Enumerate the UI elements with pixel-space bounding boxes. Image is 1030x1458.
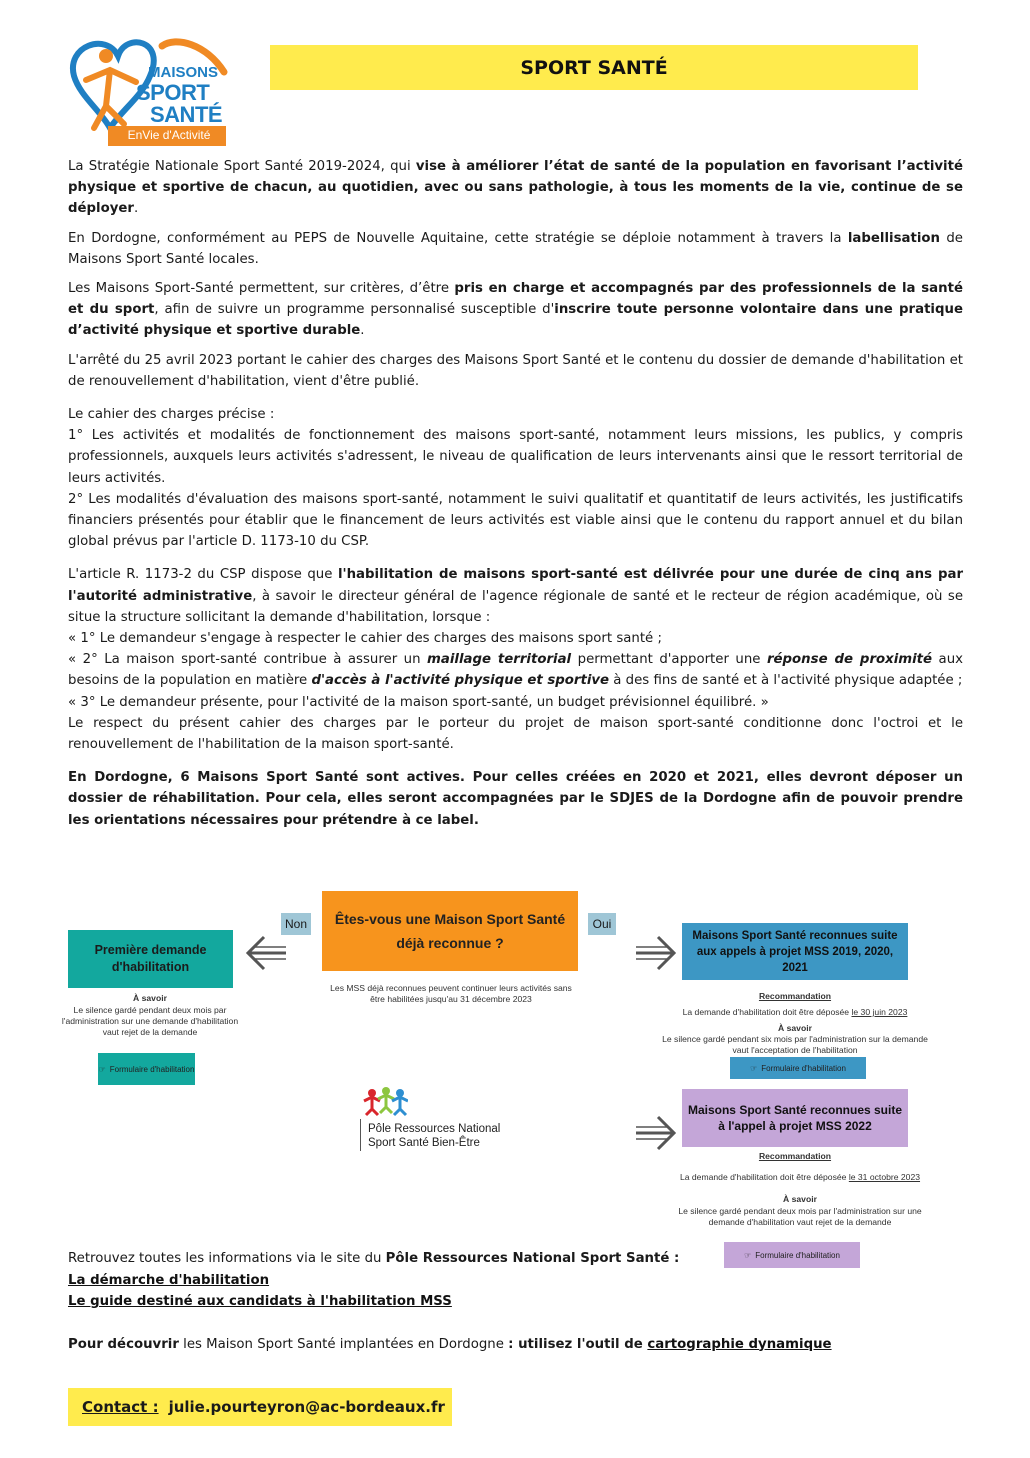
right1-reco-title: Recommandation bbox=[758, 991, 832, 1001]
paragraph-arrete: L'arrêté du 25 avril 2023 portant le cahier des charges des Maisons Sport Santé et le contenu du dossier de demande d'habilitation et de renouvellement d'habilitation, vient d'être publié. bbox=[68, 352, 963, 389]
contact-banner bbox=[68, 1388, 452, 1426]
left-note: Le silence gardé pendant deux mois par l'administration sur une demande d'habilitation vaut rejet de la demande bbox=[61, 1005, 239, 1037]
emphasis: pris en charge et accompagnés par des professionnels de la santé et du sport bbox=[68, 281, 963, 318]
right1-form-button[interactable] bbox=[730, 1057, 866, 1079]
page-title-banner bbox=[270, 45, 918, 90]
text-run: Le cahier des charges précise : bbox=[68, 407, 275, 423]
text-run: les Maison Sport Santé implantées en Dordogne bbox=[178, 1336, 509, 1352]
right2-reco bbox=[650, 1172, 950, 1183]
emphasis: Pour découvrir bbox=[68, 1336, 179, 1352]
right2-reco-title: Recommandation bbox=[758, 1151, 832, 1161]
resources-section bbox=[68, 1248, 968, 1355]
paragraph-maisons bbox=[68, 278, 963, 342]
right2-note-title: À savoir bbox=[783, 1194, 817, 1204]
quote-line-2 bbox=[68, 649, 963, 691]
text-run: , afin de suivre un programme personnalisé susceptible d' bbox=[154, 302, 555, 318]
first-request-box: Première demande d'habilitation bbox=[68, 930, 233, 988]
paragraph-dordogne-active bbox=[68, 767, 963, 831]
paragraph-dordogne bbox=[68, 228, 963, 270]
emphasis: réponse de proximité bbox=[766, 652, 933, 668]
retrouvez-line bbox=[68, 1248, 968, 1270]
habilitation-flowchart bbox=[0, 885, 1030, 1245]
emphasis: inscrire toute personne volontaire dans une pratique d’activité physique et sportive durable bbox=[68, 302, 963, 339]
emphasis: vise à améliorer l’état de santé de la population en favorisant l’activité physique et sportive de chacun, au quotidien, avec ou sans pathologie, à tous les moments de la vie, continue de se déployer bbox=[68, 159, 963, 217]
question-box: Êtes-vous une Maison Sport Santé déjà reconnue ? bbox=[322, 891, 578, 971]
deadline-date: le 30 juin 2023 bbox=[851, 1007, 908, 1017]
button-label: Formulaire d'habilitation bbox=[755, 1250, 840, 1260]
emphasis: En Dordogne, 6 Maisons Sport Santé sont actives. Pour celles créées en 2020 et 2021, elles devront déposer un dossier de réhabilitation. Pour cela, elles seront accompagnées par le SDJES de la Dordogne afin de pouvoir prendre les orientations nécessaires pour prétendre à ce label. bbox=[68, 770, 963, 828]
recognized-2022-box: Maisons Sport Santé reconnues suite à l'appel à projet MSS 2022 bbox=[682, 1089, 908, 1147]
yes-tag: Oui bbox=[588, 913, 616, 935]
text-run: Les Maisons Sport-Santé permettent, sur critères, d’être bbox=[68, 281, 455, 297]
paragraph-cahier bbox=[68, 404, 963, 552]
right2-note: Le silence gardé pendant deux mois par l'administration sur une demande d'habilitation vaut rejet de la demande bbox=[678, 1206, 922, 1227]
button-label: Formulaire d'habilitation bbox=[761, 1063, 846, 1073]
deadline-date: le 31 octobre 2023 bbox=[848, 1172, 921, 1182]
text-run: La demande d'habilitation doit être déposée bbox=[679, 1172, 849, 1182]
right-arrow-icon bbox=[632, 1113, 678, 1153]
text-run: « 1° Le demandeur s'engage à respecter le cahier des charges des maisons sport santé ; bbox=[68, 631, 662, 647]
people-icon bbox=[358, 1085, 408, 1117]
logo-line2: SPORT bbox=[136, 80, 210, 105]
text-run: 1° Les activités et modalités de fonctionnement des maisons sport-santé, notamment leurs missions, les publics, y compris professionnels, auxquels leurs activités s'adressent, le niveau de qualification de leurs intervenants ainsi que le ressort territorial de leurs activités. bbox=[68, 428, 963, 486]
right1-note-title: À savoir bbox=[778, 1023, 812, 1033]
paragraph-strategy bbox=[68, 156, 963, 220]
hand-pointer-icon: ☞ bbox=[744, 1250, 752, 1260]
recognized-2019-2021-box: Maisons Sport Santé reconnues suite aux appels à projet MSS 2019, 2020, 2021 bbox=[682, 923, 908, 980]
text-run: . bbox=[134, 201, 139, 217]
logo-line1: MAISONS bbox=[148, 64, 219, 81]
right1-note: Le silence gardé pendant six mois par l'administration sur la demande vaut l'acceptation de l'habilitation bbox=[662, 1034, 928, 1055]
page-title: SPORT SANTÉ bbox=[520, 56, 668, 79]
logo-tagline: EnVie d'Activité bbox=[127, 128, 211, 142]
text-run: La demande d'habilitation doit être déposée bbox=[682, 1007, 852, 1017]
text-run: permettant d'apporter une bbox=[571, 652, 767, 668]
text-run: . bbox=[360, 323, 365, 339]
text-run: « 2° La maison sport-santé contribue à assurer un bbox=[68, 652, 428, 668]
text-run: L'article R. 1173-2 du CSP dispose que bbox=[68, 567, 338, 583]
pole-ressources-logo bbox=[358, 1085, 534, 1165]
emphasis: labellisation bbox=[847, 230, 940, 246]
left-form-button[interactable] bbox=[98, 1053, 195, 1085]
link-demarche-habilitation[interactable]: La démarche d'habilitation bbox=[68, 1272, 270, 1288]
link-cartographie[interactable]: cartographie dynamique bbox=[647, 1336, 832, 1352]
text-run: En Dordogne, conformément au PEPS de Nouvelle Aquitaine, cette stratégie se déploie notamment à travers la bbox=[68, 230, 848, 246]
text-run: Le respect du présent cahier des charges par le porteur du projet de maison sport-santé conditionne donc l'octroi et le renouvellement de l'habilitation de la maison sport-santé. bbox=[68, 715, 963, 753]
button-label: Formulaire d'habilitation bbox=[109, 1064, 195, 1074]
text-run: La Stratégie Nationale Sport Santé 2019-2024, qui bbox=[68, 159, 416, 174]
pole-line2: Sport Santé Bien-Être bbox=[368, 1137, 480, 1149]
right1-reco bbox=[650, 1007, 940, 1018]
text-run: « 3° Le demandeur présente, pour l'activité de la maison sport-santé, un budget prévisionnel équilibré. » bbox=[68, 694, 769, 710]
left-note-title: À savoir bbox=[133, 993, 167, 1003]
text-run: Retrouvez toutes les informations via le site du bbox=[68, 1251, 386, 1266]
question-note: Les MSS déjà reconnues peuvent continuer leurs activités sans être habilitées jusqu'au 31 décembre 2023 bbox=[330, 983, 572, 1004]
right-arrow-icon bbox=[632, 933, 678, 973]
logo-divider bbox=[360, 1119, 365, 1151]
emphasis: l'habilitation de maisons sport-santé est délivrée pour une durée de cinq ans par l'autorité administrative bbox=[68, 567, 963, 604]
contact-email[interactable]: julie.pourteyron@ac-bordeaux.fr bbox=[168, 1398, 445, 1416]
text-run: 2° Les modalités d'évaluation des maisons sport-santé, notamment le suivi qualitatif et quantitatif de leurs activités, les justificatifs financiers présentés pour établir que le financement de leurs activités est viable ainsi que le contenu du rapport annuel et du bilan global prévus par l'article D. 1173-10 du CSP. bbox=[68, 491, 963, 550]
article-body bbox=[68, 156, 963, 839]
contact-label: Contact : bbox=[82, 1398, 159, 1416]
text-run: à des fins de santé et à l'activité physique adaptée ; bbox=[609, 673, 963, 689]
left-arrow-icon bbox=[244, 933, 290, 973]
maisons-sport-sante-logo bbox=[66, 36, 230, 148]
text-run: de Maisons Sport Santé locales. bbox=[68, 230, 963, 267]
paragraph-article bbox=[68, 564, 963, 755]
emphasis: d'accès à l'activité physique et sportive bbox=[311, 673, 610, 689]
link-guide-candidats[interactable]: Le guide destiné aux candidats à l'habilitation MSS bbox=[68, 1294, 452, 1309]
logo-line3: SANTÉ bbox=[150, 102, 223, 127]
pole-line1: Pôle Ressources National bbox=[368, 1123, 501, 1135]
hand-pointer-icon: ☞ bbox=[98, 1064, 106, 1074]
no-tag: Non bbox=[281, 913, 311, 935]
emphasis: Pôle Ressources National Sport Santé : bbox=[385, 1251, 680, 1266]
emphasis: maillage territorial bbox=[427, 652, 572, 668]
emphasis: : utilisez l'outil de bbox=[508, 1336, 648, 1352]
text-run: , à savoir le directeur général de l'agence régionale de santé et le recteur de région académique, où se situe la structure sollicitant la demande d'habilitation, lorsque : bbox=[68, 588, 964, 625]
decouvrir-line bbox=[68, 1334, 968, 1356]
hand-pointer-icon: ☞ bbox=[750, 1063, 758, 1073]
text-run: aux besoins de la population en matière bbox=[68, 652, 964, 689]
